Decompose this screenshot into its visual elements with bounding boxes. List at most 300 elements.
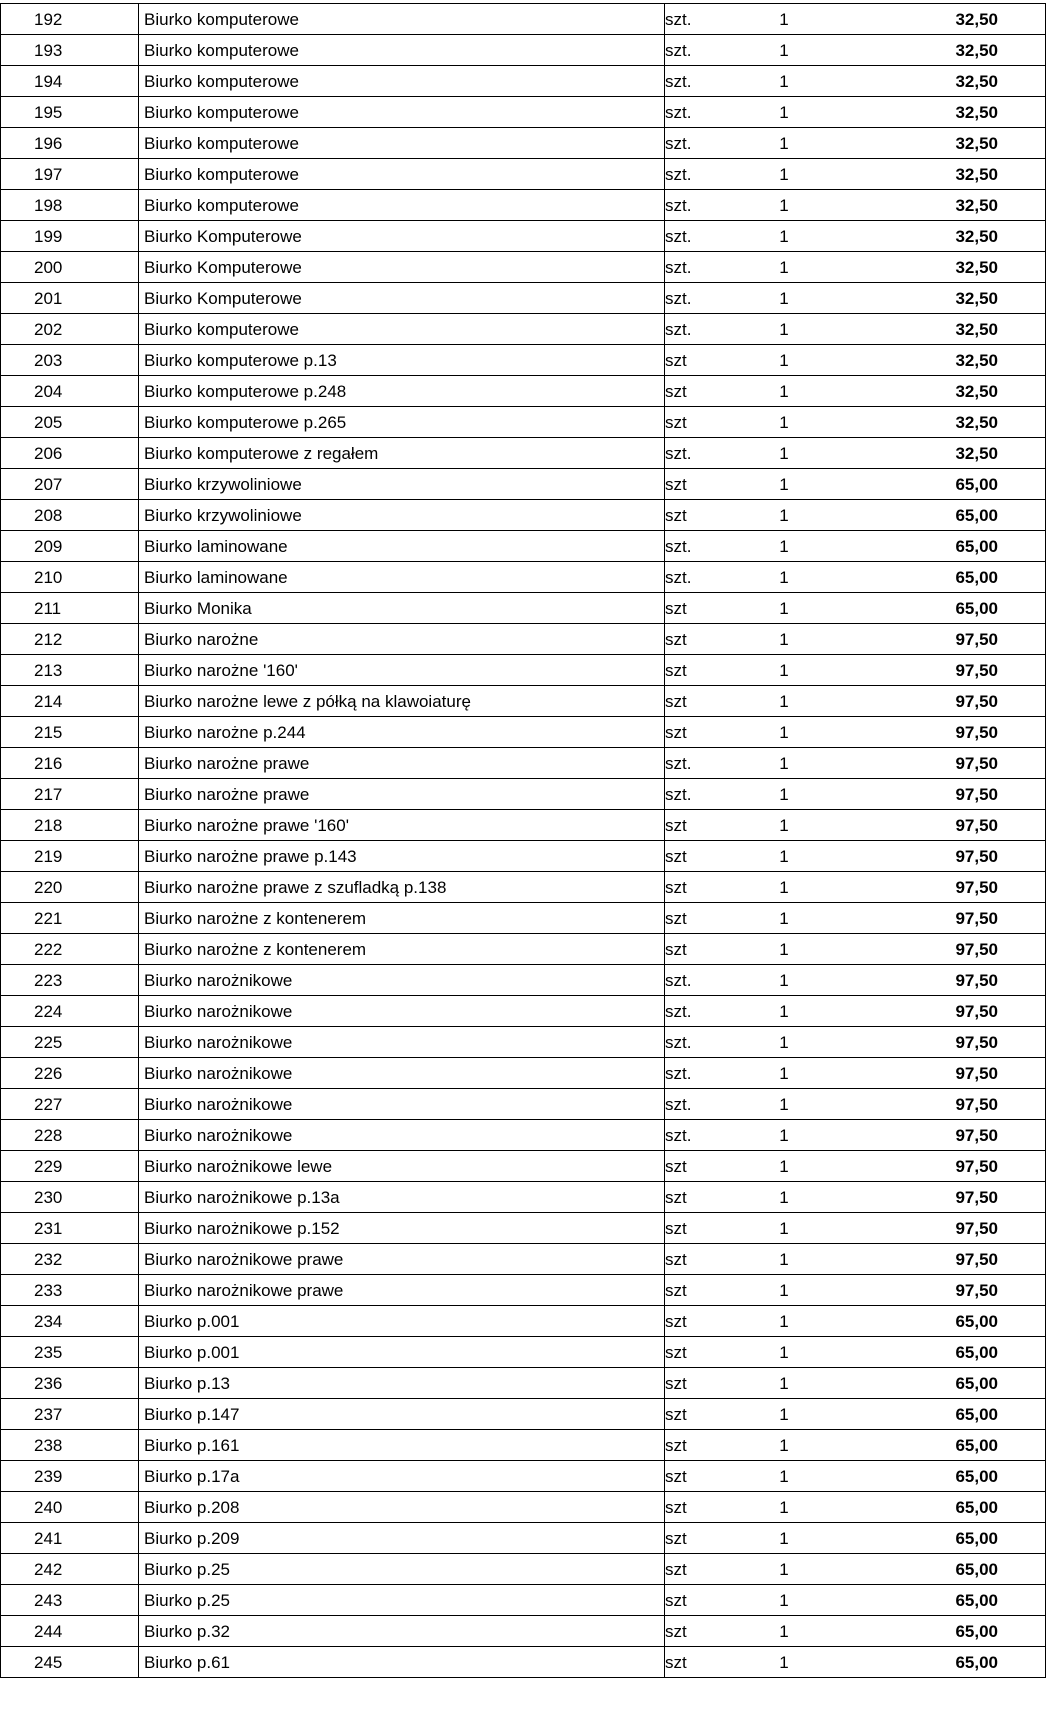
item-name-cell: Biurko komputerowe: [139, 4, 665, 35]
inventory-table-body: [1, 4, 1046, 1678]
price-cell: 65,00: [848, 593, 1046, 624]
item-name-cell: Biurko narożne lewe z półką na klawoiaturę: [139, 686, 665, 717]
price-cell: 32,50: [848, 376, 1046, 407]
item-name-cell: Biurko komputerowe p.265: [139, 407, 665, 438]
quantity-cell: 1: [720, 500, 848, 531]
table-row: [1, 1275, 1046, 1306]
price-cell: 32,50: [848, 252, 1046, 283]
item-number-cell: 235: [1, 1337, 139, 1368]
quantity-cell: 1: [720, 376, 848, 407]
table-row: [1, 841, 1046, 872]
table-row: [1, 903, 1046, 934]
quantity-cell: 1: [720, 779, 848, 810]
quantity-cell: 1: [720, 655, 848, 686]
table-row: [1, 1585, 1046, 1616]
item-number-cell: 240: [1, 1492, 139, 1523]
unit-cell: szt.: [665, 221, 721, 252]
table-row: [1, 66, 1046, 97]
price-cell: 32,50: [848, 35, 1046, 66]
item-name-cell: Biurko p.161: [139, 1430, 665, 1461]
item-number-cell: 241: [1, 1523, 139, 1554]
unit-cell: szt.: [665, 128, 721, 159]
item-number-cell: 225: [1, 1027, 139, 1058]
item-name-cell: Biurko narożnikowe p.152: [139, 1213, 665, 1244]
item-number-cell: 230: [1, 1182, 139, 1213]
price-cell: 65,00: [848, 1399, 1046, 1430]
unit-cell: szt.: [665, 531, 721, 562]
quantity-cell: 1: [720, 841, 848, 872]
table-row: [1, 1027, 1046, 1058]
table-row: [1, 4, 1046, 35]
item-name-cell: Biurko komputerowe p.13: [139, 345, 665, 376]
price-cell: 65,00: [848, 1337, 1046, 1368]
quantity-cell: 1: [720, 1151, 848, 1182]
price-cell: 32,50: [848, 128, 1046, 159]
price-cell: 97,50: [848, 996, 1046, 1027]
price-cell: 32,50: [848, 97, 1046, 128]
table-row: [1, 965, 1046, 996]
price-cell: 32,50: [848, 190, 1046, 221]
item-number-cell: 231: [1, 1213, 139, 1244]
table-row: [1, 686, 1046, 717]
item-name-cell: Biurko narożne '160': [139, 655, 665, 686]
quantity-cell: 1: [720, 4, 848, 35]
price-cell: 97,50: [848, 1244, 1046, 1275]
item-number-cell: 233: [1, 1275, 139, 1306]
price-cell: 97,50: [848, 903, 1046, 934]
unit-cell: szt.: [665, 190, 721, 221]
price-cell: 97,50: [848, 841, 1046, 872]
item-name-cell: Biurko p.25: [139, 1554, 665, 1585]
table-row: [1, 748, 1046, 779]
table-row: [1, 996, 1046, 1027]
table-row: [1, 655, 1046, 686]
table-row: [1, 438, 1046, 469]
quantity-cell: 1: [720, 965, 848, 996]
item-number-cell: 199: [1, 221, 139, 252]
item-number-cell: 194: [1, 66, 139, 97]
table-row: [1, 1120, 1046, 1151]
unit-cell: szt: [665, 717, 721, 748]
table-row: [1, 531, 1046, 562]
price-cell: 97,50: [848, 1027, 1046, 1058]
item-number-cell: 221: [1, 903, 139, 934]
quantity-cell: 1: [720, 97, 848, 128]
table-row: [1, 500, 1046, 531]
quantity-cell: 1: [720, 717, 848, 748]
table-row: [1, 314, 1046, 345]
item-number-cell: 226: [1, 1058, 139, 1089]
table-row: [1, 1554, 1046, 1585]
unit-cell: szt.: [665, 965, 721, 996]
item-name-cell: Biurko p.32: [139, 1616, 665, 1647]
item-number-cell: 203: [1, 345, 139, 376]
table-row: [1, 810, 1046, 841]
price-cell: 65,00: [848, 469, 1046, 500]
item-name-cell: Biurko Komputerowe: [139, 252, 665, 283]
quantity-cell: 1: [720, 1616, 848, 1647]
unit-cell: szt: [665, 841, 721, 872]
price-cell: 97,50: [848, 748, 1046, 779]
item-name-cell: Biurko narożnikowe: [139, 996, 665, 1027]
quantity-cell: 1: [720, 1430, 848, 1461]
inventory-table: [0, 3, 1046, 1678]
item-name-cell: Biurko narożnikowe: [139, 1120, 665, 1151]
unit-cell: szt: [665, 1616, 721, 1647]
price-cell: 65,00: [848, 1554, 1046, 1585]
quantity-cell: 1: [720, 1089, 848, 1120]
item-number-cell: 242: [1, 1554, 139, 1585]
quantity-cell: 1: [720, 810, 848, 841]
unit-cell: szt.: [665, 562, 721, 593]
quantity-cell: 1: [720, 128, 848, 159]
unit-cell: szt: [665, 810, 721, 841]
price-cell: 65,00: [848, 500, 1046, 531]
item-number-cell: 219: [1, 841, 139, 872]
price-cell: 32,50: [848, 221, 1046, 252]
item-name-cell: Biurko narożne: [139, 624, 665, 655]
item-number-cell: 193: [1, 35, 139, 66]
table-row: [1, 1492, 1046, 1523]
unit-cell: szt.: [665, 66, 721, 97]
item-name-cell: Biurko narożnikowe: [139, 965, 665, 996]
item-number-cell: 198: [1, 190, 139, 221]
item-name-cell: Biurko p.147: [139, 1399, 665, 1430]
item-name-cell: Biurko p.001: [139, 1306, 665, 1337]
unit-cell: szt: [665, 376, 721, 407]
item-number-cell: 208: [1, 500, 139, 531]
table-row: [1, 1182, 1046, 1213]
price-cell: 32,50: [848, 4, 1046, 35]
quantity-cell: 1: [720, 345, 848, 376]
price-cell: 65,00: [848, 1585, 1046, 1616]
item-name-cell: Biurko p.17a: [139, 1461, 665, 1492]
item-name-cell: Biurko Monika: [139, 593, 665, 624]
item-name-cell: Biurko narożnikowe p.13a: [139, 1182, 665, 1213]
quantity-cell: 1: [720, 531, 848, 562]
item-name-cell: Biurko Komputerowe: [139, 283, 665, 314]
unit-cell: szt.: [665, 283, 721, 314]
quantity-cell: 1: [720, 996, 848, 1027]
quantity-cell: 1: [720, 252, 848, 283]
price-cell: 32,50: [848, 407, 1046, 438]
item-number-cell: 204: [1, 376, 139, 407]
item-number-cell: 229: [1, 1151, 139, 1182]
quantity-cell: 1: [720, 1647, 848, 1678]
item-number-cell: 213: [1, 655, 139, 686]
unit-cell: szt: [665, 1554, 721, 1585]
item-name-cell: Biurko narożnikowe: [139, 1058, 665, 1089]
unit-cell: szt: [665, 1585, 721, 1616]
quantity-cell: 1: [720, 748, 848, 779]
table-row: [1, 1647, 1046, 1678]
table-row: [1, 1461, 1046, 1492]
item-number-cell: 195: [1, 97, 139, 128]
price-cell: 97,50: [848, 965, 1046, 996]
table-row: [1, 407, 1046, 438]
unit-cell: szt: [665, 1337, 721, 1368]
item-name-cell: Biurko Komputerowe: [139, 221, 665, 252]
unit-cell: szt.: [665, 35, 721, 66]
unit-cell: szt: [665, 593, 721, 624]
table-row: [1, 1244, 1046, 1275]
unit-cell: szt.: [665, 252, 721, 283]
item-name-cell: Biurko p.13: [139, 1368, 665, 1399]
item-number-cell: 215: [1, 717, 139, 748]
unit-cell: szt: [665, 1492, 721, 1523]
unit-cell: szt: [665, 1244, 721, 1275]
price-cell: 65,00: [848, 531, 1046, 562]
unit-cell: szt.: [665, 996, 721, 1027]
item-name-cell: Biurko p.209: [139, 1523, 665, 1554]
unit-cell: szt: [665, 1430, 721, 1461]
unit-cell: szt: [665, 1368, 721, 1399]
item-name-cell: Biurko komputerowe z regałem: [139, 438, 665, 469]
quantity-cell: 1: [720, 159, 848, 190]
item-number-cell: 211: [1, 593, 139, 624]
item-name-cell: Biurko komputerowe: [139, 314, 665, 345]
item-number-cell: 239: [1, 1461, 139, 1492]
item-name-cell: Biurko narożne p.244: [139, 717, 665, 748]
item-number-cell: 218: [1, 810, 139, 841]
unit-cell: szt: [665, 872, 721, 903]
price-cell: 32,50: [848, 438, 1046, 469]
item-name-cell: Biurko narożnikowe: [139, 1089, 665, 1120]
unit-cell: szt: [665, 1647, 721, 1678]
item-name-cell: Biurko narożne z kontenerem: [139, 903, 665, 934]
item-name-cell: Biurko komputerowe p.248: [139, 376, 665, 407]
table-row: [1, 469, 1046, 500]
price-cell: 97,50: [848, 1213, 1046, 1244]
unit-cell: szt.: [665, 314, 721, 345]
table-row: [1, 97, 1046, 128]
unit-cell: szt: [665, 1461, 721, 1492]
unit-cell: szt: [665, 1523, 721, 1554]
price-cell: 97,50: [848, 872, 1046, 903]
unit-cell: szt.: [665, 97, 721, 128]
price-cell: 97,50: [848, 1089, 1046, 1120]
quantity-cell: 1: [720, 1337, 848, 1368]
quantity-cell: 1: [720, 872, 848, 903]
unit-cell: szt: [665, 1399, 721, 1430]
table-row: [1, 872, 1046, 903]
table-row: [1, 593, 1046, 624]
price-cell: 65,00: [848, 1306, 1046, 1337]
table-row: [1, 1089, 1046, 1120]
item-name-cell: Biurko p.001: [139, 1337, 665, 1368]
quantity-cell: 1: [720, 1058, 848, 1089]
item-name-cell: Biurko komputerowe: [139, 66, 665, 97]
quantity-cell: 1: [720, 283, 848, 314]
item-number-cell: 209: [1, 531, 139, 562]
item-name-cell: Biurko narożne prawe: [139, 748, 665, 779]
table-row: [1, 190, 1046, 221]
price-cell: 32,50: [848, 283, 1046, 314]
item-name-cell: Biurko narożnikowe lewe: [139, 1151, 665, 1182]
table-row: [1, 562, 1046, 593]
item-number-cell: 244: [1, 1616, 139, 1647]
table-row: [1, 1368, 1046, 1399]
table-row: [1, 35, 1046, 66]
table-row: [1, 934, 1046, 965]
price-cell: 32,50: [848, 314, 1046, 345]
quantity-cell: 1: [720, 469, 848, 500]
item-number-cell: 202: [1, 314, 139, 345]
quantity-cell: 1: [720, 1213, 848, 1244]
item-number-cell: 224: [1, 996, 139, 1027]
unit-cell: szt: [665, 655, 721, 686]
price-cell: 97,50: [848, 1058, 1046, 1089]
item-name-cell: Biurko narożne prawe '160': [139, 810, 665, 841]
quantity-cell: 1: [720, 562, 848, 593]
unit-cell: szt.: [665, 159, 721, 190]
table-row: [1, 128, 1046, 159]
item-number-cell: 223: [1, 965, 139, 996]
price-cell: 32,50: [848, 345, 1046, 376]
price-cell: 97,50: [848, 1120, 1046, 1151]
item-number-cell: 232: [1, 1244, 139, 1275]
price-cell: 65,00: [848, 1492, 1046, 1523]
item-number-cell: 234: [1, 1306, 139, 1337]
item-number-cell: 228: [1, 1120, 139, 1151]
item-name-cell: Biurko komputerowe: [139, 190, 665, 221]
unit-cell: szt.: [665, 748, 721, 779]
price-cell: 97,50: [848, 1275, 1046, 1306]
price-cell: 65,00: [848, 1647, 1046, 1678]
unit-cell: szt.: [665, 779, 721, 810]
table-row: [1, 1430, 1046, 1461]
quantity-cell: 1: [720, 1523, 848, 1554]
item-name-cell: Biurko krzywoliniowe: [139, 469, 665, 500]
table-row: [1, 345, 1046, 376]
price-cell: 65,00: [848, 1430, 1046, 1461]
item-name-cell: Biurko krzywoliniowe: [139, 500, 665, 531]
item-number-cell: 220: [1, 872, 139, 903]
table-row: [1, 1399, 1046, 1430]
price-cell: 97,50: [848, 810, 1046, 841]
quantity-cell: 1: [720, 1554, 848, 1585]
item-name-cell: Biurko narożne z kontenerem: [139, 934, 665, 965]
item-name-cell: Biurko komputerowe: [139, 35, 665, 66]
item-number-cell: 196: [1, 128, 139, 159]
unit-cell: szt: [665, 903, 721, 934]
unit-cell: szt.: [665, 4, 721, 35]
quantity-cell: 1: [720, 1244, 848, 1275]
item-name-cell: Biurko p.208: [139, 1492, 665, 1523]
item-name-cell: Biurko p.61: [139, 1647, 665, 1678]
table-row: [1, 717, 1046, 748]
item-name-cell: Biurko narożne prawe: [139, 779, 665, 810]
item-number-cell: 245: [1, 1647, 139, 1678]
table-row: [1, 1306, 1046, 1337]
unit-cell: szt: [665, 1275, 721, 1306]
quantity-cell: 1: [720, 314, 848, 345]
item-number-cell: 222: [1, 934, 139, 965]
table-row: [1, 779, 1046, 810]
table-row: [1, 1337, 1046, 1368]
item-name-cell: Biurko komputerowe: [139, 128, 665, 159]
price-cell: 65,00: [848, 1461, 1046, 1492]
unit-cell: szt: [665, 1151, 721, 1182]
item-number-cell: 236: [1, 1368, 139, 1399]
item-name-cell: Biurko narożnikowe prawe: [139, 1244, 665, 1275]
unit-cell: szt: [665, 1182, 721, 1213]
item-name-cell: Biurko laminowane: [139, 531, 665, 562]
quantity-cell: 1: [720, 1027, 848, 1058]
quantity-cell: 1: [720, 1120, 848, 1151]
table-row: [1, 159, 1046, 190]
quantity-cell: 1: [720, 1275, 848, 1306]
quantity-cell: 1: [720, 686, 848, 717]
price-cell: 97,50: [848, 717, 1046, 748]
item-name-cell: Biurko narożne prawe p.143: [139, 841, 665, 872]
quantity-cell: 1: [720, 35, 848, 66]
unit-cell: szt: [665, 934, 721, 965]
item-number-cell: 197: [1, 159, 139, 190]
item-name-cell: Biurko narożne prawe z szufladką p.138: [139, 872, 665, 903]
item-number-cell: 227: [1, 1089, 139, 1120]
quantity-cell: 1: [720, 1306, 848, 1337]
quantity-cell: 1: [720, 438, 848, 469]
quantity-cell: 1: [720, 190, 848, 221]
table-row: [1, 376, 1046, 407]
item-name-cell: Biurko p.25: [139, 1585, 665, 1616]
unit-cell: szt.: [665, 1027, 721, 1058]
item-name-cell: Biurko narożnikowe prawe: [139, 1275, 665, 1306]
unit-cell: szt: [665, 345, 721, 376]
item-number-cell: 237: [1, 1399, 139, 1430]
quantity-cell: 1: [720, 934, 848, 965]
unit-cell: szt: [665, 407, 721, 438]
table-row: [1, 283, 1046, 314]
item-number-cell: 214: [1, 686, 139, 717]
item-number-cell: 207: [1, 469, 139, 500]
item-number-cell: 243: [1, 1585, 139, 1616]
quantity-cell: 1: [720, 1461, 848, 1492]
table-row: [1, 1616, 1046, 1647]
unit-cell: szt: [665, 1213, 721, 1244]
quantity-cell: 1: [720, 221, 848, 252]
quantity-cell: 1: [720, 903, 848, 934]
quantity-cell: 1: [720, 1492, 848, 1523]
quantity-cell: 1: [720, 1585, 848, 1616]
unit-cell: szt: [665, 469, 721, 500]
price-cell: 65,00: [848, 1616, 1046, 1647]
table-row: [1, 221, 1046, 252]
item-number-cell: 212: [1, 624, 139, 655]
price-cell: 97,50: [848, 655, 1046, 686]
item-name-cell: Biurko komputerowe: [139, 159, 665, 190]
item-number-cell: 217: [1, 779, 139, 810]
price-cell: 97,50: [848, 934, 1046, 965]
item-number-cell: 200: [1, 252, 139, 283]
price-cell: 65,00: [848, 1368, 1046, 1399]
item-number-cell: 206: [1, 438, 139, 469]
price-cell: 97,50: [848, 624, 1046, 655]
quantity-cell: 1: [720, 407, 848, 438]
price-cell: 97,50: [848, 1151, 1046, 1182]
unit-cell: szt.: [665, 1058, 721, 1089]
unit-cell: szt: [665, 500, 721, 531]
unit-cell: szt.: [665, 1120, 721, 1151]
price-cell: 32,50: [848, 159, 1046, 190]
quantity-cell: 1: [720, 1182, 848, 1213]
table-row: [1, 1058, 1046, 1089]
price-cell: 65,00: [848, 562, 1046, 593]
quantity-cell: 1: [720, 1368, 848, 1399]
item-number-cell: 192: [1, 4, 139, 35]
price-cell: 32,50: [848, 66, 1046, 97]
